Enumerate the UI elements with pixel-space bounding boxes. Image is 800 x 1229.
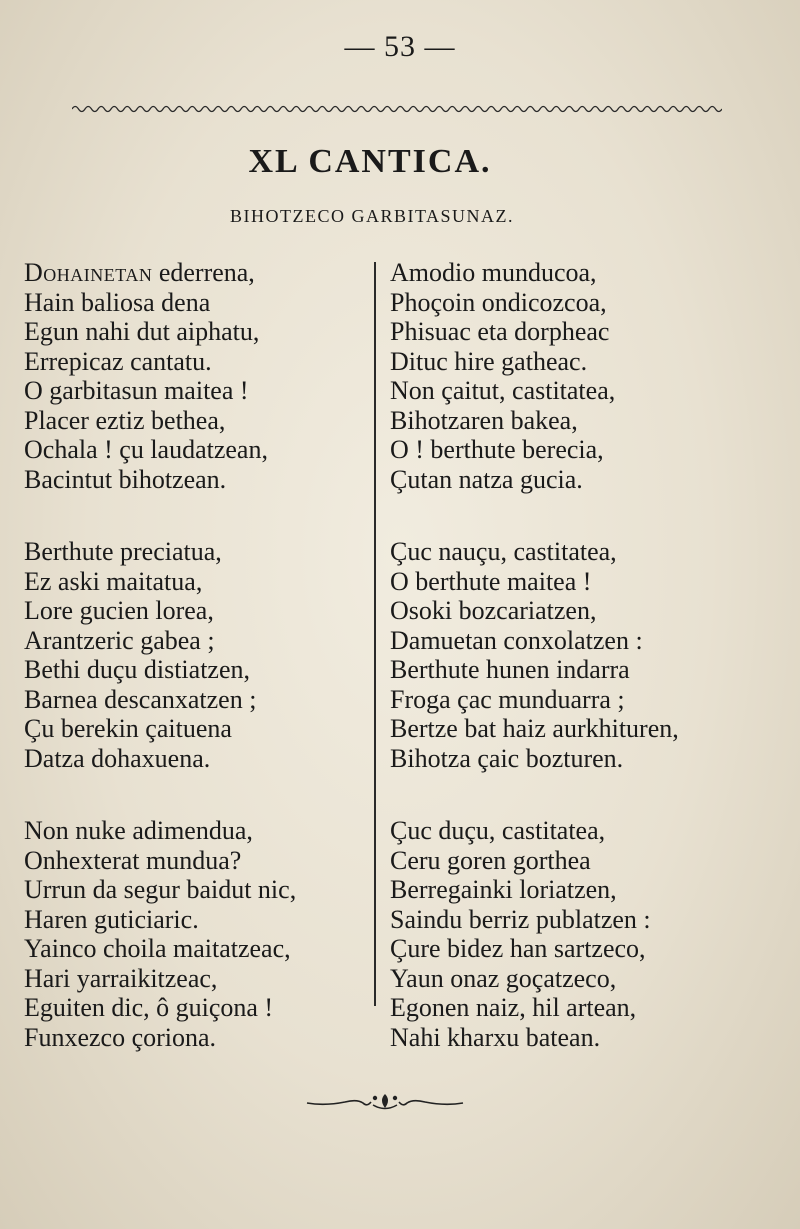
verse-line: O ! berthute berecia, bbox=[390, 435, 604, 464]
verse-line: Arantzeric gabea ; bbox=[24, 625, 215, 655]
page-number: — 53 — bbox=[344, 30, 456, 63]
right-column bbox=[390, 258, 790, 1095]
verse-line: Non nuke adimendua, bbox=[24, 816, 253, 845]
verse-line: Berthute preciatua, bbox=[24, 537, 222, 566]
verse-line: Funxezco çoriona. bbox=[24, 1022, 217, 1052]
hymn-subtitle: BIHOTZECO GARBITASUNAZ. bbox=[229, 206, 515, 226]
verse-line: Bihotzaren bakea, bbox=[390, 405, 578, 435]
column-divider bbox=[374, 262, 376, 1006]
verse-line: Hari yarraikitzeac, bbox=[24, 963, 218, 993]
verse-line: Non çaitut, castitatea, bbox=[390, 376, 616, 405]
verse-line: Barnea descanxatzen ; bbox=[24, 684, 257, 714]
verse-line: Yaun onaz goçatzeco, bbox=[390, 963, 617, 993]
verse-line: Bertze bat haiz aurkhituren, bbox=[390, 714, 679, 743]
stanza bbox=[24, 537, 369, 773]
hymn-title: XL CANTICA. bbox=[248, 143, 492, 180]
verse-line: Berregainki loriatzen, bbox=[390, 875, 617, 904]
verse-line: Çu berekin çaituena bbox=[24, 714, 232, 743]
stanza bbox=[24, 816, 369, 1052]
verse-line: Ceru goren gorthea bbox=[390, 845, 591, 875]
verse-line: Hain baliosa dena bbox=[24, 287, 211, 317]
verse-line: Phisuac eta dorpheac bbox=[390, 317, 610, 346]
stanza bbox=[24, 258, 369, 494]
verse-line: Onhexterat mundua? bbox=[24, 845, 242, 875]
verse-line: Phoçoin ondicozcoa, bbox=[390, 287, 607, 317]
verse-line: Ochala ! çu laudatzean, bbox=[24, 435, 268, 464]
verse-line: Saindu berriz publatzen : bbox=[390, 904, 651, 934]
verse-line: Çutan natza gucia. bbox=[390, 464, 583, 494]
verse-line: Çure bidez han sartzeco, bbox=[390, 934, 646, 963]
stanza bbox=[390, 258, 790, 494]
stanza bbox=[390, 816, 790, 1052]
verse-line: Bihotza çaic bozturen. bbox=[390, 743, 624, 773]
verse-line-rest: ederrena, bbox=[152, 258, 255, 287]
verse-line: Bacintut bihotzean. bbox=[24, 464, 227, 494]
verse-line: Damuetan conxolatzen : bbox=[390, 625, 643, 655]
verse-line: Amodio munducoa, bbox=[390, 258, 597, 287]
verse-line: Egun nahi dut aiphatu, bbox=[24, 317, 260, 346]
verse-line: Bethi duçu distiatzen, bbox=[24, 655, 251, 684]
verse-line: Errepicaz cantatu. bbox=[24, 346, 212, 376]
verse-line: Ez aski maitatua, bbox=[24, 566, 203, 596]
verse-line: Froga çac munduarra ; bbox=[390, 684, 625, 714]
verse-line: O berthute maitea ! bbox=[390, 566, 592, 596]
verse-line: Çuc duçu, castitatea, bbox=[390, 816, 606, 845]
verse-line: Çuc nauçu, castitatea, bbox=[390, 537, 617, 566]
verse-line: Egonen naiz, hil artean, bbox=[390, 993, 637, 1022]
verse-line: Dituc hire gatheac. bbox=[390, 346, 588, 376]
verse-line: Placer eztiz bethea, bbox=[24, 405, 226, 435]
verse-line: O garbitasun maitea ! bbox=[24, 376, 249, 405]
verse-line bbox=[24, 258, 369, 288]
verse-line: Berthute hunen indarra bbox=[390, 655, 630, 684]
wavy-rule-ornament bbox=[72, 102, 722, 116]
verse-line: Osoki bozcariatzen, bbox=[390, 596, 597, 625]
verse-line: Datza dohaxuena. bbox=[24, 743, 211, 773]
stanza bbox=[390, 537, 790, 773]
verse-line: Eguiten dic, ô guiçona ! bbox=[24, 993, 274, 1022]
verse-line: Haren guticiaric. bbox=[24, 904, 199, 934]
opening-word: Dohainetan bbox=[24, 258, 153, 287]
verse-line: Nahi kharxu batean. bbox=[390, 1022, 601, 1052]
left-column bbox=[24, 258, 369, 1095]
verse-line: Lore gucien lorea, bbox=[24, 596, 214, 625]
verse-line: Urrun da segur baidut nic, bbox=[24, 875, 297, 904]
tailpiece-ornament bbox=[305, 1090, 465, 1112]
verse-line: Yainco choila maitatzeac, bbox=[24, 934, 291, 963]
